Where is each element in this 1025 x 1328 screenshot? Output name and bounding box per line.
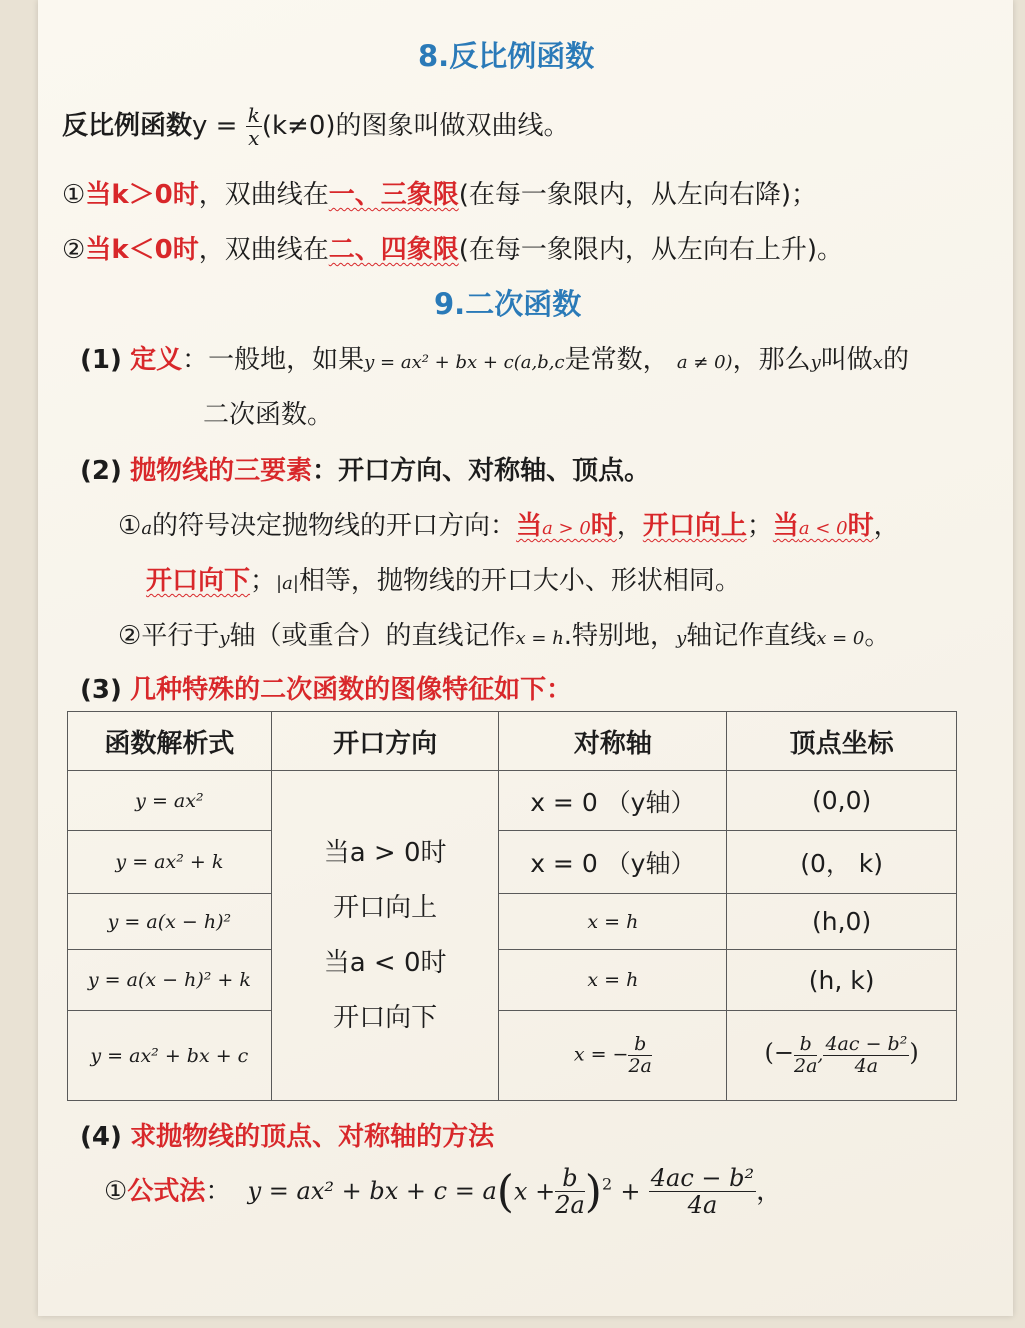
punct: ：	[205, 1176, 232, 1207]
item-number: ②	[62, 235, 86, 265]
condition-a-negative: a < 0	[798, 518, 848, 539]
table-header: 函数解析式	[68, 712, 272, 771]
section-8-title: 8.反比例函数	[418, 39, 595, 73]
case-condition: 当k＞0时	[85, 180, 199, 210]
part-label: 抛物线的三要素	[130, 456, 313, 486]
when-word: 当	[516, 511, 543, 541]
expression-cell: y = ax²	[68, 771, 272, 831]
quadrant-highlight: 一、三象限	[328, 180, 459, 210]
punct: ，	[616, 511, 643, 541]
vertex-x-fraction	[794, 1034, 817, 1077]
opening-text: 的符号决定抛物线的开口方向：	[152, 511, 517, 541]
axis-prefix: x = −	[573, 1043, 629, 1066]
inverse-condition: (k≠0)的图象叫做双曲线。	[261, 111, 570, 141]
square-exponent: 2	[601, 1174, 613, 1194]
b-over-2a-fraction	[628, 1034, 651, 1077]
quadrant-highlight: 二、四象限	[328, 235, 459, 265]
vertex-cell: (0， k)	[727, 831, 957, 894]
axis-text: 轴（或重合）的直线记作	[229, 621, 516, 651]
definition-line	[80, 339, 909, 376]
case-text: ，双曲线在	[198, 235, 329, 265]
section-9-title: 9.二次函数	[434, 287, 582, 321]
fraction-numerator: k	[247, 103, 260, 127]
punct: ；	[746, 511, 773, 541]
separator: ,	[817, 1043, 824, 1066]
formula-method-line	[104, 1165, 782, 1219]
case-condition: 当k＜0时	[85, 235, 199, 265]
case-text: ，双曲线在	[198, 180, 329, 210]
time-word: 时	[590, 511, 617, 541]
shape-text: 相等，抛物线的开口大小、形状相同。	[298, 566, 741, 596]
quadratic-general-form: y = ax² + bx + c(a,b,c	[364, 352, 565, 373]
punct: ，	[756, 1176, 783, 1207]
fraction-numerator: b	[555, 1165, 585, 1192]
var-y: y	[219, 628, 230, 649]
paren-close: )	[909, 1038, 919, 1067]
open-line: 开口向上	[333, 892, 438, 923]
three-elements-line	[80, 450, 650, 487]
axis-text: 平行于	[141, 621, 220, 651]
paren-close: )	[584, 1166, 602, 1218]
fraction-denominator: 2a	[628, 1055, 652, 1077]
condition-a-positive: a > 0	[542, 518, 591, 539]
opening-direction-line	[118, 505, 900, 542]
inverse-case-negative	[62, 229, 843, 266]
b-over-2a-fraction	[555, 1165, 585, 1219]
definition-text: ：一般地，如果	[182, 345, 365, 375]
open-line: 开口向下	[333, 1002, 438, 1033]
abs-a: |a|	[276, 573, 299, 594]
when-positive	[516, 511, 617, 541]
vertex-cell: (h, k)	[727, 950, 957, 1011]
expression-cell: y = ax² + bx + c	[68, 1011, 272, 1101]
table-row	[68, 831, 957, 894]
plus-sign: +	[620, 1177, 641, 1206]
opening-direction-cell	[271, 771, 499, 1101]
inverse-function-definition	[62, 104, 570, 149]
paren-open: (	[496, 1166, 514, 1218]
definition-text: 的	[882, 345, 909, 375]
punct: 。	[864, 621, 891, 651]
vertex-method-heading	[80, 1116, 494, 1153]
case-note: (在每一象限内，从左向右上升)。	[458, 235, 844, 265]
fraction-numerator: b	[628, 1034, 651, 1056]
vertex-cell: (0,0)	[727, 771, 957, 831]
fraction-numerator: 4ac − b²	[825, 1033, 908, 1056]
quadratic-features-table	[67, 711, 957, 1101]
vertex-cell	[727, 1011, 957, 1101]
part-number: (3)	[80, 675, 122, 705]
opens-up: 开口向上	[642, 511, 747, 541]
table-row	[68, 771, 957, 831]
inverse-function-label: 反比例函数	[62, 111, 193, 141]
definition-text: 是常数，	[564, 345, 669, 375]
time-word: 时	[847, 511, 874, 541]
nonzero-condition: a ≠ 0)	[676, 352, 733, 373]
fraction-denominator: x	[248, 126, 260, 150]
expression-cell: y = ax² + k	[68, 831, 272, 894]
expression-cell: y = a(x − h)²	[68, 894, 272, 950]
axis-text: .特别地，	[563, 621, 677, 651]
paren-open: (−	[764, 1038, 794, 1067]
opening-direction-line-2	[146, 560, 741, 597]
expression-cell: y = a(x − h)² + k	[68, 950, 272, 1011]
special-functions-heading	[80, 669, 572, 706]
part-label: 定义	[130, 345, 183, 375]
var-y: y	[810, 352, 821, 373]
table-header: 对称轴	[499, 712, 727, 771]
k-over-x-fraction	[246, 104, 262, 149]
axis-cell: x = 0 （y轴）	[499, 771, 727, 831]
axis-cell: x = h	[499, 950, 727, 1011]
axis-text: 轴记作直线	[686, 621, 817, 651]
axis-cell: x = 0 （y轴）	[499, 831, 727, 894]
var-y: y	[676, 628, 687, 649]
item-number: ②	[118, 621, 142, 651]
x-plus: x +	[513, 1177, 556, 1206]
fraction-numerator: 4ac − b²	[650, 1164, 755, 1192]
table-header: 顶点坐标	[727, 712, 957, 771]
var-x: x	[872, 352, 883, 373]
three-elements-text: ：开口方向、对称轴、顶点。	[312, 456, 651, 486]
punct: ，	[873, 511, 900, 541]
item-number: ①	[104, 1176, 128, 1207]
table-row	[68, 894, 957, 950]
vertex-y-fraction	[823, 1034, 909, 1077]
open-line: 当a < 0时	[323, 947, 447, 978]
formula-label: 公式法	[127, 1176, 206, 1207]
table-row	[68, 1011, 957, 1101]
fraction-denominator: 2a	[794, 1055, 818, 1077]
line-x-equals-0: x = 0	[816, 628, 865, 649]
fraction-denominator: 2a	[555, 1191, 585, 1220]
item-number: ①	[62, 180, 86, 210]
axis-cell	[499, 1011, 727, 1101]
fraction-denominator: 4a	[854, 1055, 879, 1077]
when-negative	[773, 511, 874, 541]
punct: ；	[250, 566, 277, 596]
var-a: a	[141, 518, 153, 539]
opens-down: 开口向下	[146, 566, 251, 596]
vertex-form-lhs: y = ax² + bx + c = a	[247, 1177, 497, 1206]
when-word: 当	[772, 511, 799, 541]
definition-line-2: 二次函数。	[203, 400, 334, 430]
axis-line	[118, 615, 890, 652]
fraction-numerator: b	[794, 1034, 817, 1056]
inverse-eq-lhs: y =	[192, 111, 238, 141]
case-note: (在每一象限内，从左向右降)；	[458, 180, 818, 210]
definition-text: ，那么	[732, 345, 811, 375]
part-label: 求抛物线的顶点、对称轴的方法	[130, 1122, 495, 1152]
part-number: (1)	[80, 345, 122, 375]
fraction-denominator: 4a	[687, 1191, 718, 1220]
item-number: ①	[118, 511, 142, 541]
open-line: 当a > 0时	[323, 837, 447, 868]
line-x-equals-h: x = h	[515, 628, 564, 649]
table-header: 开口方向	[271, 712, 499, 771]
table-row	[68, 950, 957, 1011]
table-header-row	[68, 712, 957, 771]
part-number: (2)	[80, 456, 122, 486]
vertex-cell: (h,0)	[727, 894, 957, 950]
part-number: (4)	[80, 1122, 122, 1152]
part-label: 几种特殊的二次函数的图像特征如下：	[130, 675, 573, 705]
definition-text: 叫做	[820, 345, 873, 375]
vertex-y-fraction	[649, 1165, 756, 1219]
axis-cell: x = h	[499, 894, 727, 950]
inverse-case-positive	[62, 174, 817, 211]
